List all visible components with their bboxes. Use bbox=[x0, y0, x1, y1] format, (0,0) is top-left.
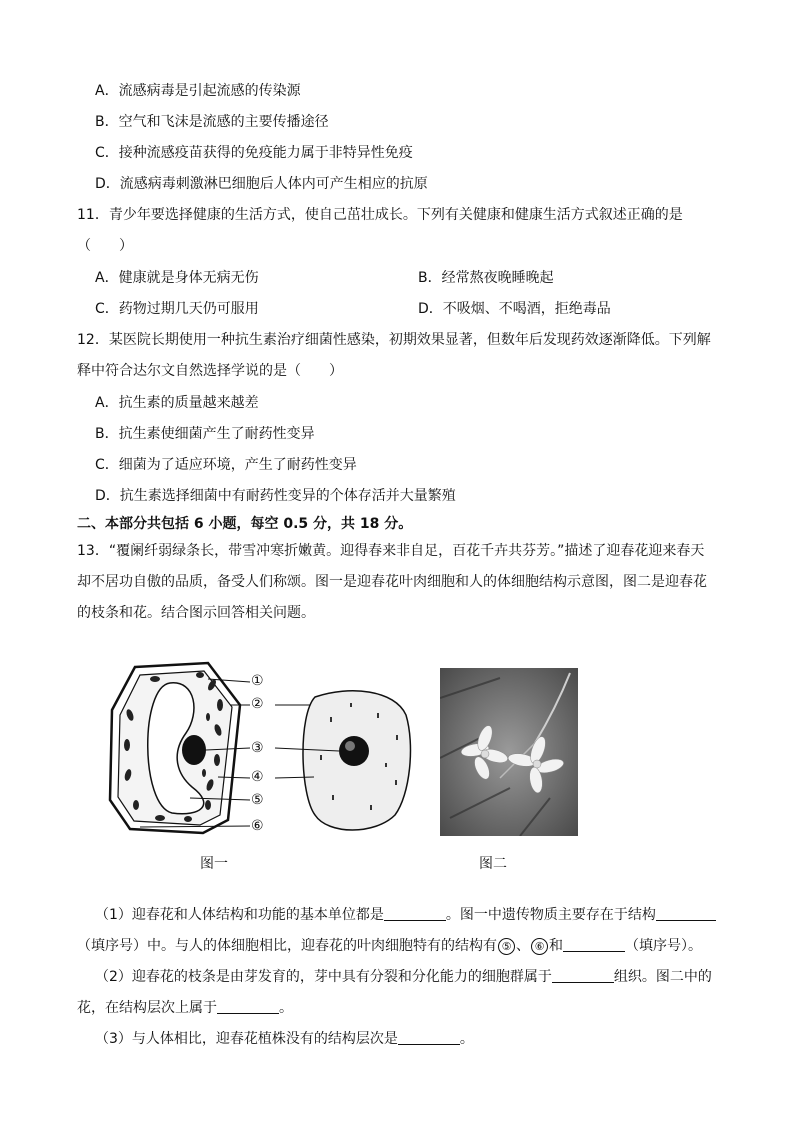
figure-label-5: ⑤ bbox=[251, 792, 264, 808]
conjunction: 和 bbox=[549, 938, 563, 954]
sub1-line1 bbox=[95, 906, 716, 924]
q10-option-d: D．流感病毒刺激淋巴细胞后人体内可产生相应的抗原 bbox=[95, 176, 428, 192]
plant-nucleus bbox=[182, 735, 206, 765]
q13-stem-line1: 13．“覆阑纤弱绿条长，带雪冲寒折嫩黄。迎得春来非自足，百花千卉共芬芳。”描述了迎春花迎来春天 bbox=[77, 543, 705, 559]
q10-option-b: B．空气和飞沫是流感的主要传播途径 bbox=[95, 114, 329, 130]
q12-option-c: C．细菌为了适应环境，产生了耐药性变异 bbox=[95, 457, 357, 473]
answer-blank-1[interactable] bbox=[384, 906, 446, 921]
figure-caption-2: 图二 bbox=[479, 856, 507, 872]
sub2-line1 bbox=[95, 968, 712, 986]
q11-option-d: D．不吸烟、不喝酒，拒绝毒品 bbox=[418, 301, 611, 317]
figure-caption-1: 图一 bbox=[200, 856, 228, 872]
sub2-text-d: 。 bbox=[279, 1000, 293, 1016]
q12-option-d: D．抗生素选择细菌中有耐药性变异的个体存活并大量繁殖 bbox=[95, 488, 456, 504]
answer-blank-4[interactable] bbox=[552, 968, 614, 983]
sub1-text-c: （填序号）中。与人的体细胞相比，迎春花的叶肉细胞特有的结构有 bbox=[77, 938, 497, 954]
sub2-text-b: 组织。图二中的 bbox=[613, 969, 712, 985]
q12-stem-line1: 12．某医院长期使用一种抗生素治疗细菌性感染，初期效果显著，但数年后发现药效逐渐降低。下列解 bbox=[77, 332, 711, 348]
sub2-line2 bbox=[77, 999, 293, 1017]
q12-stem-line2: 释中符合达尔文自然选择学说的是（ ） bbox=[77, 363, 343, 379]
label-six: ⑥ bbox=[531, 938, 548, 955]
sub1-text-d: （填序号）。 bbox=[625, 938, 702, 954]
cell-structure-diagram bbox=[100, 655, 430, 845]
label-five: ⑤ bbox=[498, 938, 515, 955]
q12-option-a: A．抗生素的质量越来越差 bbox=[95, 395, 259, 411]
figure-label-4: ④ bbox=[251, 769, 264, 785]
animal-nucleus bbox=[339, 736, 369, 766]
figure-label-6: ⑥ bbox=[251, 818, 264, 834]
answer-blank-6[interactable] bbox=[398, 1030, 460, 1045]
sub1-line2 bbox=[77, 937, 702, 955]
sub3-line1 bbox=[95, 1030, 474, 1048]
sub1-text-b: 。图一中遗传物质主要存在于结构 bbox=[445, 907, 656, 923]
figure-label-1: ① bbox=[251, 673, 264, 689]
q13-stem-line2: 却不居功自傲的品质，备受人们称颂。图一是迎春花叶肉细胞和人的体细胞结构示意图，图二是迎春花 bbox=[77, 574, 707, 590]
answer-blank-3[interactable] bbox=[563, 937, 625, 952]
q11-option-c: C．药物过期几天仍可服用 bbox=[95, 301, 259, 317]
q12-option-b: B．抗生素使细菌产生了耐药性变异 bbox=[95, 426, 315, 442]
answer-blank-5[interactable] bbox=[217, 999, 279, 1014]
sub3-text-a: （3）与人体相比，迎春花植株没有的结构层次是 bbox=[95, 1031, 398, 1047]
sub2-text-a: （2）迎春花的枝条是由芽发育的，芽中具有分裂和分化能力的细胞群属于 bbox=[95, 969, 552, 985]
separator: 、 bbox=[516, 938, 530, 954]
q11-option-a: A．健康就是身体无病无伤 bbox=[95, 270, 259, 286]
sub2-text-c: 花，在结构层次上属于 bbox=[77, 1000, 217, 1016]
section-heading: 二、本部分共包括 6 小题，每空 0.5 分，共 18 分。 bbox=[77, 516, 413, 532]
q11-stem: 11．青少年要选择健康的生活方式，使自己茁壮成长。下列有关健康和健康生活方式叙述正确的是 bbox=[77, 207, 683, 223]
q11-answer-paren: （ ） bbox=[77, 238, 133, 254]
jasmine-photo bbox=[440, 668, 578, 836]
q11-option-b: B．经常熬夜晚睡晚起 bbox=[418, 270, 554, 286]
q13-stem-line3: 的枝条和花。结合图示回答相关问题。 bbox=[77, 605, 315, 621]
figure-label-3: ③ bbox=[251, 740, 264, 756]
answer-blank-2[interactable] bbox=[656, 906, 716, 921]
q10-option-a: A．流感病毒是引起流感的传染源 bbox=[95, 83, 301, 99]
sub3-text-b: 。 bbox=[459, 1031, 474, 1047]
sub1-text-a: （1）迎春花和人体结构和功能的基本单位都是 bbox=[95, 907, 384, 923]
figure-label-2: ② bbox=[251, 696, 264, 712]
q10-option-c: C．接种流感疫苗获得的免疫能力属于非特异性免疫 bbox=[95, 145, 413, 161]
